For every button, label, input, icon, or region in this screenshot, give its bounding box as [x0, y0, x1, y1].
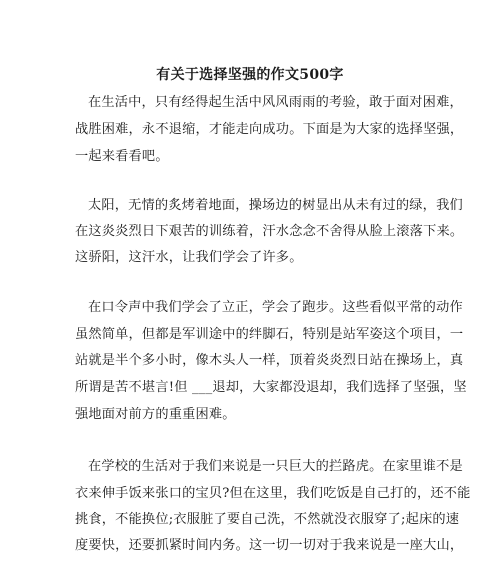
paragraph-4-line-1: 在学校的生活对于我们来说是一只巨大的拦路虎。在家里谁不是 — [88, 459, 463, 474]
document-title: 有关于选择坚强的作文500字 — [156, 67, 344, 83]
paragraph-2-line-3: 这骄阳，这汗水，让我们学会了许多。 — [75, 250, 303, 265]
paragraph-1-line-1: 在生活中，只有经得起生活中风风雨雨的考验，敢于面对困难， — [88, 95, 463, 110]
paragraph-4-line-3: 挑食，不能换位;衣服脏了要自己洗，不然就没衣服穿了;起床的速 — [75, 512, 460, 527]
paragraph-4-line-2: 衣来伸手饭来张口的宝贝?但在这里，我们吃饭是自己打的，还不能 — [75, 486, 471, 501]
paragraph-3-line-4: 所谓是苦不堪言!但 ___退却，大家都没退却，我们选择了坚强，坚 — [75, 380, 467, 395]
paragraph-3-line-2: 虽然简单，但都是军训途中的绊脚石，特别是站军姿这个项目，一 — [75, 327, 464, 342]
paragraph-3-line-1: 在口令声中我们学会了立正，学会了跑步。这些看似平常的动作 — [88, 300, 463, 315]
paragraph-1-line-3: 一起来看看吧。 — [75, 149, 169, 164]
paragraph-1-line-2: 战胜困难，永不退缩，才能走向成功。下面是为大家的选择坚强， — [75, 122, 464, 137]
paragraph-2-line-2: 在这炎炎烈日下艰苦的训练着，汗水念念不舍得从脸上滚落下来。 — [75, 224, 464, 239]
paragraph-3-line-3: 站就是半个多小时，像木头人一样，顶着炎炎烈日站在操场上，真 — [75, 353, 464, 368]
paragraph-4-line-4: 度要快，还要抓紧时间内务。这一切一切对于我来说是一座大山， — [75, 538, 464, 553]
paragraph-3-line-5: 强地面对前方的重重困难。 — [75, 407, 236, 422]
paragraph-2-line-1: 太阳，无情的炙烤着地面，操场边的树显出从未有过的绿，我们 — [88, 198, 463, 213]
